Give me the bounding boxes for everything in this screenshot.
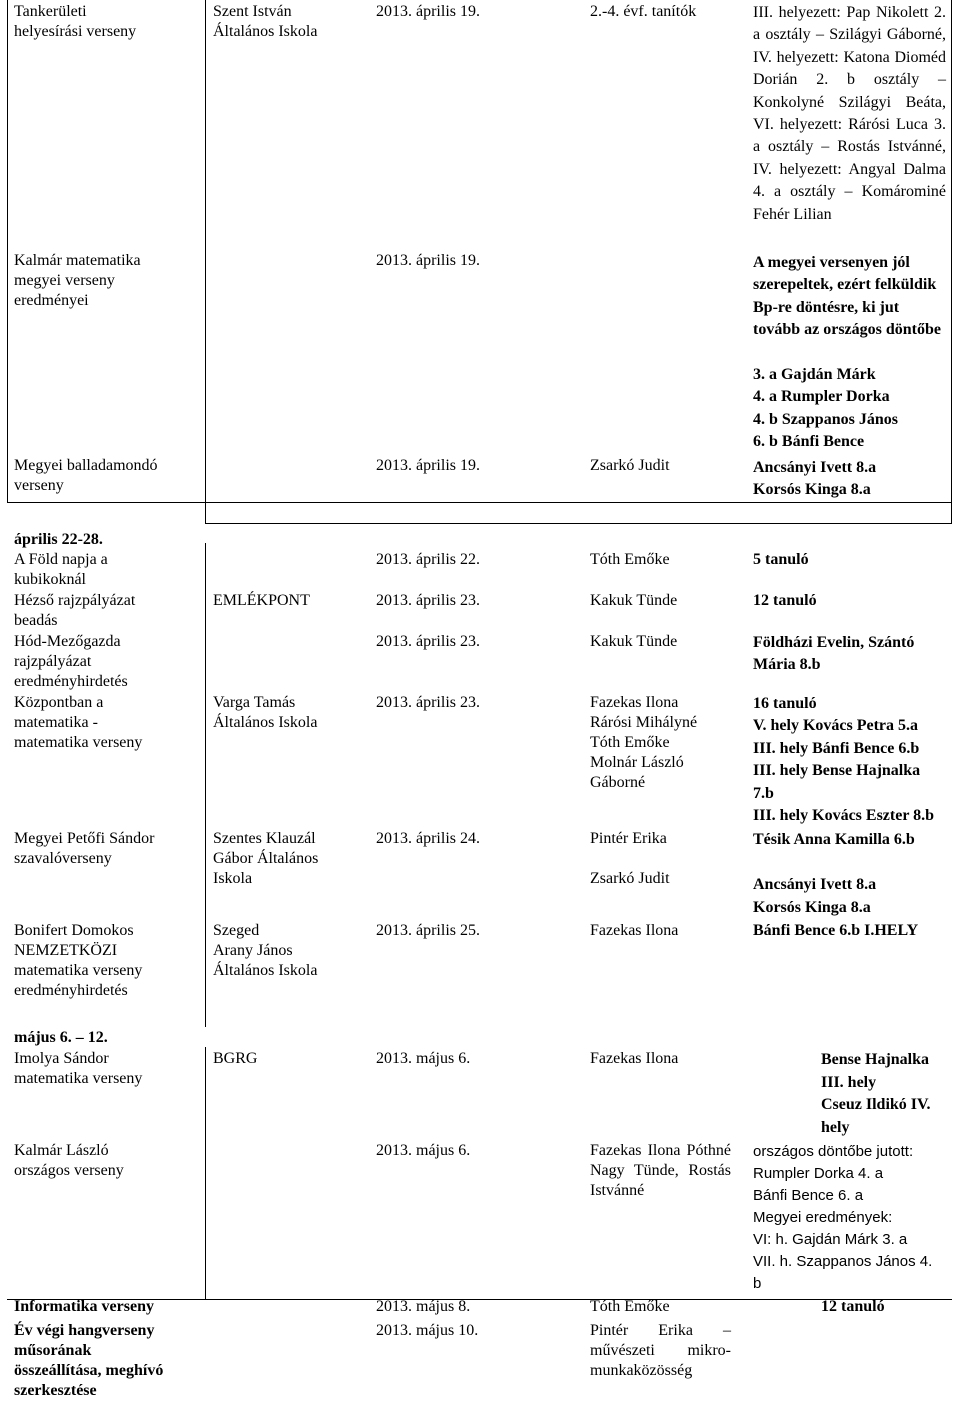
result: A megyei versenyen jól szerepeltek, ezért felküldik Bp-re döntésre, ki jut tovább az országos döntőbe [753,254,942,339]
event-name: Informatika verseny [14,1298,154,1315]
event-name: Év végi hangverseny műsorának összeállítása, meghívó szerkesztése [14,1322,164,1399]
event-date: 2013. április 19. [376,3,480,20]
teacher: Fazekas Ilona Rárósi Mihályné Tóth Emőke Molnár László Gáborné [590,694,698,791]
venue: Szentes Klauzál Gábor Általános Iskola [213,830,319,887]
result-list-item: 4. b Szappanos János [753,411,898,428]
event-name: Megyei balladamondó verseny [14,457,158,494]
event-date: 2013. május 10. [376,1322,479,1339]
teacher: Fazekas Ilona [590,1050,679,1067]
event-name: Megyei Petőfi Sándor szavalóverseny [14,830,155,867]
teacher: Kakuk Tünde [590,633,678,650]
result: 12 tanuló [821,1298,885,1315]
teacher: Pintér Erika Zsarkó Judit [590,830,670,887]
result: Ancsányi Ivett 8.a Korsós Kinga 8.a [753,459,877,499]
event-date: 2013. április 22. [376,551,480,568]
venue: Szeged Arany János Általános Iskola [213,922,318,979]
grid-line [205,0,206,523]
result: Földházi Evelin, Szántó Mária 8.b [753,634,915,673]
event-date: 2013. május 6. [376,1050,471,1067]
teacher: 2.-4. évf. tanítók [590,3,697,20]
teacher: Fazekas Ilona Póthné Nagy Tünde, Rostás Istvánné [590,1142,731,1199]
result: 5 tanuló [753,551,809,568]
grid-line [7,0,8,502]
teacher: Zsarkó Judit [590,457,670,474]
result: Bánfi Bence 6.b I.HELY [753,922,919,939]
event-date: 2013. április 24. [376,830,480,847]
event-date: 2013. április 23. [376,592,480,609]
result-list-item: 3. a Gajdán Márk [753,366,876,383]
grid-line [205,543,206,1027]
venue: EMLÉKPONT [213,592,310,609]
event-name: Bonifert Domokos NEMZETKÖZI matematika verseny eredményhirdetés [14,922,143,999]
event-name: Imolya Sándor matematika verseny [14,1050,143,1087]
result: Bense Hajnalka III. hely Cseuz Ildikó IV. hely [821,1051,931,1136]
result: 16 tanuló V. hely Kovács Petra 5.a III. hely Bánfi Bence 6.b III. hely Bense Hajnalka 7.b III. hely Kovács Eszter 8.b [753,695,935,825]
grid-line [205,1047,206,1299]
result: III. helyezett: Pap Nikolett 2. a osztály – Szilágyi Gáborné, IV. helyezett: Katona Dioméd Dorián 2. b osztály – Konkolyné Szilágyi Beáta, VI. helyezett: Rárósi Luca 3. a osztály – Rostás Istvánné, IV. helyezett: Angyal Dalma 4. a osztály – Komárominé Fehér Lilian [753,4,946,223]
result: 12 tanuló [753,592,817,609]
result-list-item: 6. b Bánfi Bence [753,433,865,450]
result: Tésik Anna Kamilla 6.b Ancsányi Ivett 8.a Korsós Kinga 8.a [753,831,915,916]
event-date: 2013. április 19. [376,457,480,474]
event-date: 2013. május 6. [376,1142,471,1159]
event-name: Hód-Mezőgazda rajzpályázat eredményhirdetés [14,633,128,690]
grid-line [951,0,952,523]
grid-line [205,523,952,524]
event-name: Tankerületi helyesírási verseny [14,3,137,40]
event-name: Kalmár László országos verseny [14,1142,124,1179]
event-date: 2013. április 25. [376,922,480,939]
result: országos döntőbe jutott: Rumpler Dorka 4. a Bánfi Bence 6. a Megyei eredmények: VI: h. Gajdán Márk 3. a VII. h. Szappanos János 4. b [753,1143,933,1292]
venue: BGRG [213,1050,258,1067]
result-list-item: 4. a Rumpler Dorka [753,388,890,405]
event-name: Kalmár matematika megyei verseny eredményei [14,252,141,309]
event-date: 2013. április 19. [376,252,480,269]
venue: Varga Tamás Általános Iskola [213,694,318,731]
event-date: 2013. május 8. [376,1298,471,1315]
grid-line [7,502,952,503]
teacher: Pintér Erika – művészeti mikro-munkaközösség [590,1322,731,1379]
event-name: A Föld napja a kubikoknál [14,551,108,588]
event-date: 2013. április 23. [376,694,480,711]
event-date: 2013. április 23. [376,633,480,650]
event-name: Központban a matematika - matematika verseny [14,694,143,751]
teacher: Tóth Emőke [590,1298,670,1315]
teacher: Kakuk Tünde [590,592,678,609]
venue: Szent István Általános Iskola [213,3,318,40]
section-heading: május 6. – 12. [14,1029,108,1046]
section-heading: április 22-28. [14,531,103,548]
event-name: Hézső rajzpályázat beadás [14,592,136,629]
teacher: Tóth Emőke [590,551,670,568]
teacher: Fazekas Ilona [590,922,679,939]
